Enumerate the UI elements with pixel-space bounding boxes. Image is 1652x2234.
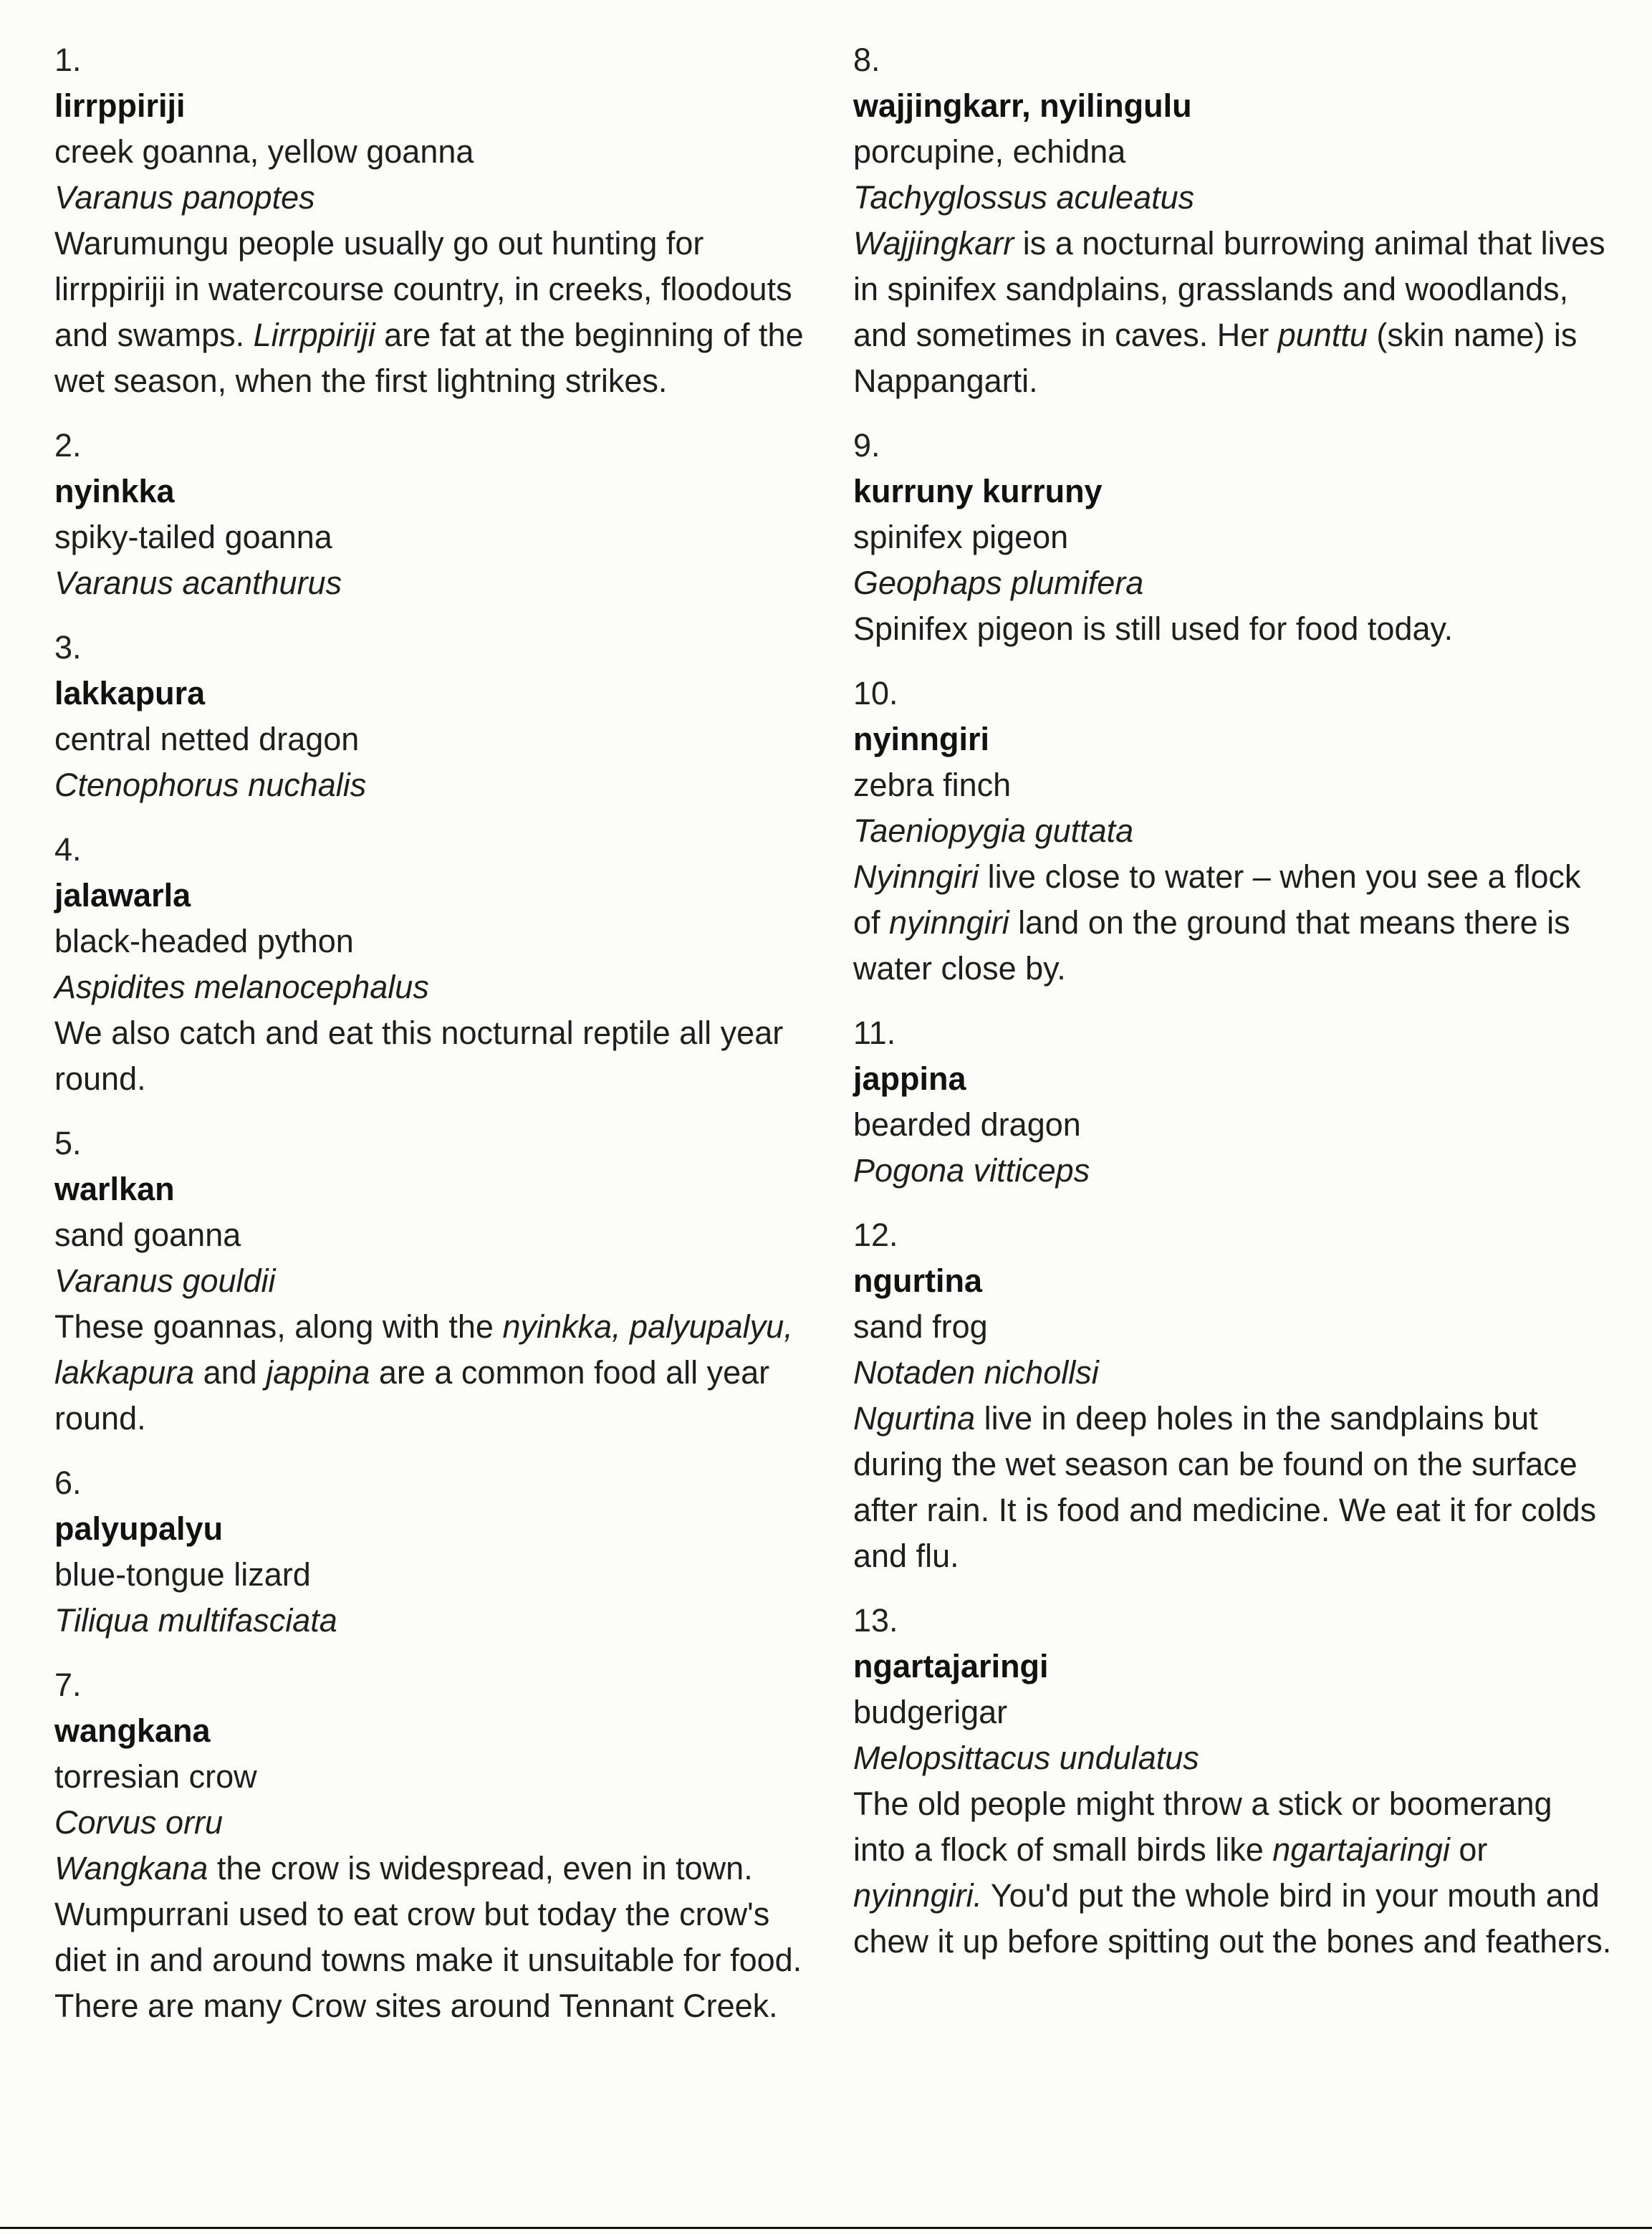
common-name: zebra finch — [853, 767, 1012, 803]
glossary-entry — [54, 625, 807, 808]
entry-number: 8. — [853, 42, 880, 78]
glossary-entry — [54, 827, 807, 1102]
entry-description — [853, 606, 1613, 652]
scientific-name: Aspidites melanocephalus — [54, 969, 429, 1005]
description-italic-segment: punttu — [1277, 317, 1368, 353]
description-segment: the crow is widespread, even in town. Wumpurrani used to eat crow but today the crow's diet in and around towns make it unsuitable for food. There are many Crow sites around Tennant Creek. — [54, 1850, 802, 2024]
entry-number: 6. — [54, 1464, 82, 1501]
entry-description — [54, 221, 807, 404]
description-italic-segment: Ngurtina — [853, 1400, 976, 1437]
scientific-name: Ctenophorus nuchalis — [54, 767, 367, 803]
description-segment: Warumungu people usually go out hunting for lirrppiriji in watercourse country, in creeks, floodouts and swamps. — [54, 225, 792, 353]
scientific-name: Notaden nichollsi — [853, 1354, 1099, 1391]
common-name: spinifex pigeon — [853, 519, 1069, 555]
entry-number: 10. — [853, 675, 898, 711]
description-segment: land on the ground that means there is water close by. — [853, 904, 1570, 987]
warumungu-word: wajjingkarr, nyilingulu — [853, 87, 1192, 124]
description-italic-segment: Wajjingkarr — [853, 225, 1014, 262]
scientific-name: Pogona vitticeps — [853, 1152, 1090, 1189]
glossary-entry — [54, 1460, 807, 1644]
warumungu-word: nyinngiri — [853, 721, 989, 757]
common-name: budgerigar — [853, 1694, 1008, 1730]
entry-description — [54, 1010, 807, 1102]
scientific-name: Tiliqua multifasciata — [54, 1602, 337, 1639]
description-segment: The old people might throw a stick or boomerang into a flock of small birds like — [853, 1785, 1552, 1868]
scientific-name: Varanus panoptes — [54, 179, 315, 216]
description-italic-segment: nyinngiri. — [853, 1877, 983, 1914]
glossary-entry — [54, 1662, 807, 2029]
warumungu-word: jappina — [853, 1060, 966, 1097]
warumungu-word: palyupalyu — [54, 1510, 224, 1547]
scientific-name: Corvus orru — [54, 1804, 224, 1841]
entry-number: 4. — [54, 831, 82, 868]
entry-description — [853, 1781, 1613, 1965]
glossary-entry — [853, 671, 1613, 992]
entry-number: 11. — [853, 1015, 896, 1051]
description-segment: You'd put the whole bird in your mouth and chew it up before spitting out the bones and feathers. — [853, 1877, 1612, 1960]
warumungu-word: ngartajaringi — [853, 1648, 1049, 1684]
common-name: bearded dragon — [853, 1106, 1081, 1143]
scientific-name: Tachyglossus aculeatus — [853, 179, 1195, 216]
description-segment: are fat at the beginning of the wet season, when the first lightning strikes. — [54, 317, 804, 399]
warumungu-word: nyinkka — [54, 473, 175, 509]
glossary-entry — [853, 1010, 1613, 1194]
description-italic-segment: Wangkana — [54, 1850, 208, 1887]
common-name: blue-tongue lizard — [54, 1556, 311, 1593]
description-segment: are a common food all year round. — [54, 1354, 770, 1437]
description-segment: live in deep holes in the sandplains but during the wet season can be found on the surface after rain. It is food and medicine. We eat it for colds and flu. — [853, 1400, 1597, 1574]
description-segment — [621, 1308, 630, 1345]
glossary-entry — [54, 1121, 807, 1442]
description-segment: We also catch and eat this nocturnal reptile all year round. — [54, 1015, 784, 1097]
common-name: porcupine, echidna — [853, 133, 1126, 170]
description-segment: and — [194, 1354, 266, 1391]
scientific-name: Geophaps plumifera — [853, 565, 1144, 601]
warumungu-word: lirrppiriji — [54, 87, 186, 124]
description-italic-segment: palyupalyu, lakkapura — [54, 1308, 793, 1391]
description-segment: is a nocturnal burrowing animal that lives in spinifex sandplains, grasslands and woodlands, and sometimes in caves. Her — [853, 225, 1605, 353]
entry-description — [54, 1846, 807, 2029]
entry-number: 1. — [54, 42, 82, 78]
common-name: spiky-tailed goanna — [54, 519, 332, 555]
common-name: black-headed python — [54, 923, 354, 959]
entry-description — [853, 854, 1613, 992]
entry-description — [853, 1396, 1613, 1579]
glossary-entry — [853, 423, 1613, 652]
entry-number: 5. — [54, 1125, 82, 1161]
glossary-entry — [54, 423, 807, 606]
entry-number: 2. — [54, 427, 82, 464]
entry-description — [54, 1304, 807, 1442]
scientific-name: Varanus acanthurus — [54, 565, 342, 601]
right-column — [853, 37, 1613, 1983]
warumungu-word: warlkan — [54, 1171, 175, 1207]
left-column — [54, 37, 807, 2048]
description-segment: or — [1449, 1831, 1488, 1868]
scientific-name: Taeniopygia guttata — [853, 812, 1134, 849]
common-name: creek goanna, yellow goanna — [54, 133, 474, 170]
description-italic-segment: nyinkka, — [502, 1308, 621, 1345]
entry-number: 9. — [853, 427, 880, 464]
scientific-name: Varanus gouldii — [54, 1262, 276, 1299]
common-name: torresian crow — [54, 1758, 257, 1795]
entry-number: 7. — [54, 1667, 82, 1703]
glossary-entry — [853, 1598, 1613, 1965]
description-italic-segment: ngartajaringi — [1272, 1831, 1450, 1868]
page-bottom-rule — [0, 2227, 1652, 2229]
entry-number: 3. — [54, 629, 82, 666]
description-segment: These goannas, along with the — [54, 1308, 503, 1345]
common-name: sand goanna — [54, 1217, 241, 1253]
warumungu-word: jalawarla — [54, 877, 191, 914]
warumungu-word: kurruny kurruny — [853, 473, 1103, 509]
scientific-name: Melopsittacus undulatus — [853, 1740, 1199, 1776]
description-italic-segment: nyinngiri — [889, 904, 1009, 941]
entry-number: 13. — [853, 1602, 898, 1639]
glossary-entry — [54, 37, 807, 404]
description-segment: (skin name) is Nappangarti. — [853, 317, 1577, 399]
description-italic-segment: jappina — [266, 1354, 370, 1391]
warumungu-word: wangkana — [54, 1712, 211, 1749]
entry-number: 12. — [853, 1217, 898, 1253]
glossary-entry — [853, 37, 1613, 404]
common-name: sand frog — [853, 1308, 988, 1345]
glossary-entry — [853, 1212, 1613, 1579]
warumungu-word: lakkapura — [54, 675, 206, 711]
description-italic-segment: Nyinngiri — [853, 858, 979, 895]
entry-description — [853, 221, 1613, 404]
description-segment: live close to water – when you see a flock of — [853, 858, 1581, 941]
warumungu-word: ngurtina — [853, 1262, 982, 1299]
description-segment: Spinifex pigeon is still used for food today. — [853, 610, 1454, 647]
common-name: central netted dragon — [54, 721, 360, 757]
description-italic-segment: Lirrppiriji — [253, 317, 375, 353]
